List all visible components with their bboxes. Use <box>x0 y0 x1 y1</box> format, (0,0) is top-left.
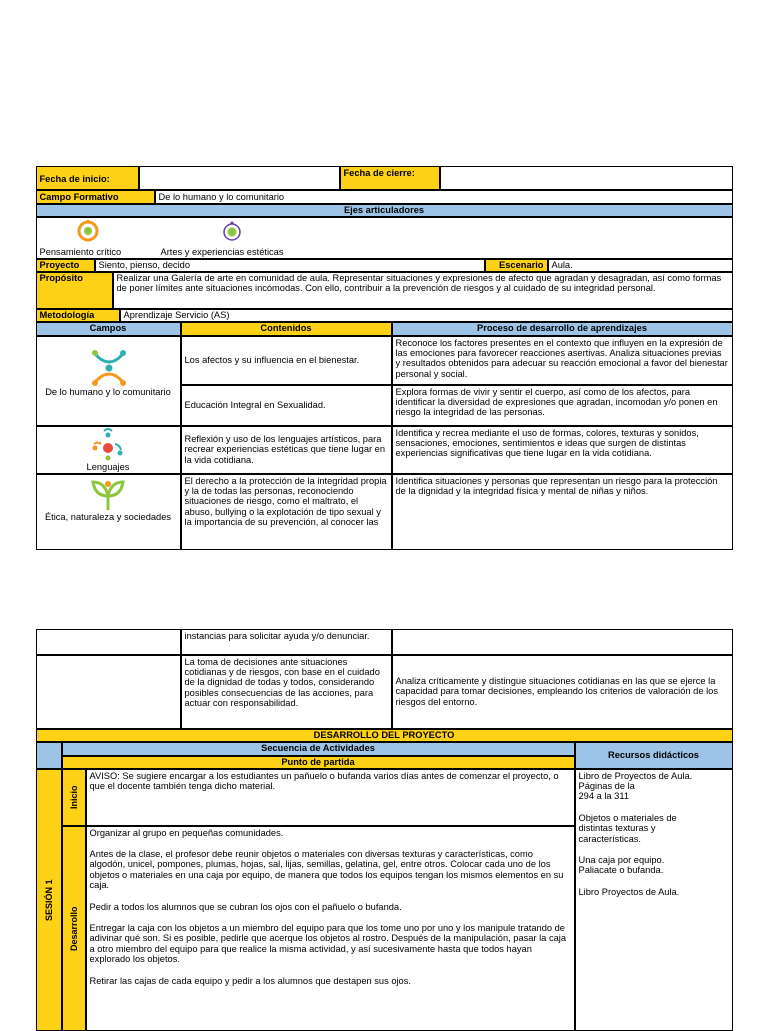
etica-naturaleza-icon <box>89 476 127 512</box>
proposito-value: Realizar una Galería de arte en comunidad de aula. Representar situaciones y expresiones de afecto que agradan y desagradan, así como formas de poner límites ante situaciones incómodas. Con ello, contribuir a la prevención de riesgos y al cuidado de su integridad personal. <box>113 272 733 309</box>
desarrollo-label: Desarrollo <box>62 826 86 1031</box>
proceso-1: Reconoce los factores presentes en el contexto que influyen en la expresión de las emociones para favorecer reacciones asertivas. Analiza situaciones previas y resultados obtenidos para adecuar su reacción emocional a favor del bienestar personal y social. <box>392 336 733 385</box>
eje-pensamiento-critico: Pensamiento crítico <box>39 246 122 257</box>
contenido-2: Educación Integral en Sexualidad. <box>181 385 392 426</box>
desarrollo-paragraph: Retirar las cajas de cada equipo y pedir a los alumnos que destapen sus ojos. <box>89 975 411 986</box>
desarrollo-paragraph: Organizar al grupo en pequeñas comunidades. <box>89 827 284 838</box>
contenido-5: La toma de decisiones ante situaciones cotidianas y de riesgos, con base en el cuidado de la dignidad de todas y todos, considerando posibles consecuencias de las acciones, para actuar con responsabilidad. <box>181 655 392 729</box>
col-proceso: Proceso de desarrollo de aprendizajes <box>392 322 733 336</box>
inicio-text: AVISO: Se sugiere encargar a los estudiantes un pañuelo o bufanda varios días antes de comenzar el proyecto, o que el docente también tenga dicho material. <box>86 769 575 826</box>
proposito-label: Propósito <box>36 272 113 309</box>
pensamiento-critico-icon <box>77 220 99 242</box>
campo-formativo-label: Campo Formativo <box>36 190 155 204</box>
punto-partida-header: Punto de partida <box>62 756 575 769</box>
desarrollo-text <box>86 826 575 1031</box>
contenido-4: El derecho a la protección de la integridad propia y la de todas las personas, reconociendo situaciones de riesgo, como el maltrato, el abuso, bullying o la explotación de tipo sexual y la importancia de su prevención, al conocer las <box>181 474 392 550</box>
blank-blue-cell <box>36 742 62 769</box>
campo-lenguajes-cell <box>36 426 181 474</box>
recurso-item: Objetos o materiales de distintas texturas y características. <box>578 812 677 844</box>
recurso-item: Páginas de la <box>578 780 635 791</box>
contenido-1: Los afectos y su influencia en el bienestar. <box>181 336 392 385</box>
recurso-item: 294 a la 311 <box>578 791 629 802</box>
recurso-item: Libro Proyectos de Aula. <box>578 886 680 897</box>
col-contenidos: Contenidos <box>181 322 392 336</box>
campo-etica-label: Ética, naturaleza y sociedades <box>44 511 172 522</box>
metodologia-label: Metodología <box>36 309 120 322</box>
desarrollo-paragraph: Antes de la clase, el profesor debe reunir objetos o materiales con diversas texturas y características, como algodón, unicel, pompones, plumas, hojas, sal, lijas, semillas, gelatina, gel, entre otros. Colocar cada uno de los objetos o materiales en una caja por equipo, de manera que todos los equipos tengan los mismos elementos en su caja. <box>89 848 564 891</box>
escenario-value: Aula. <box>548 259 733 272</box>
inicio-label: Inicio <box>62 769 86 826</box>
campo-etica-cell <box>36 474 181 550</box>
sesion-1-label: SESIÓN 1 <box>36 769 62 1031</box>
artes-icon <box>221 220 243 242</box>
proceso-3: Identifica y recrea mediante el uso de formas, colores, texturas y sonidos, sensaciones, emociones, sentimientos e ideas que surgen de distintas experiencias significativas que tiene lugar en la vida cotidiana. <box>392 426 733 474</box>
fecha-inicio-value[interactable] <box>139 166 340 190</box>
ejes-icons-row <box>36 217 733 259</box>
contenido-3: Reflexión y uso de los lenguajes artísticos, para recrear experiencias estéticas que tiene lugar en la vida cotidiana. <box>181 426 392 474</box>
desarrollo-proyecto-header: DESARROLLO DEL PROYECTO <box>36 729 733 742</box>
recursos-header: Recursos didácticos <box>575 742 733 769</box>
proceso-4: Identifica situaciones y personas que representan un riesgo para la protección de la dignidad y la integridad física y mental de niñas y niños. <box>392 474 733 550</box>
col-campos: Campos <box>36 322 181 336</box>
proyecto-value: Siento, pienso, decido <box>95 259 485 272</box>
campo-humano-cell <box>36 336 181 426</box>
campo-formativo-value: De lo humano y lo comunitario <box>155 190 733 204</box>
campo-empty-1 <box>36 629 181 655</box>
metodologia-value: Aprendizaje Servicio (AS) <box>120 309 733 322</box>
contenido-continued: instancias para solicitar ayuda y/o denunciar. <box>181 629 392 655</box>
fecha-cierre-label: Fecha de cierre: <box>340 166 440 190</box>
ejes-label: Ejes articuladores <box>36 204 733 217</box>
eje-artes: Artes y experiencias estéticas <box>160 246 284 257</box>
desarrollo-paragraph: Entregar la caja con los objetos a un miembro del equipo para que los tome uno por uno y los manipule tratando de adivinar qué son. Si es posible, pedirle que acerque los objetos al rostro. Después de la manipulación, pasar la caja a otro miembro del equipo para que realice la misma actividad, y así sucesivamente hasta que todos hayan explorado los objetos. <box>89 922 566 965</box>
proceso-empty-1 <box>392 629 733 655</box>
fecha-cierre-value[interactable] <box>440 166 733 190</box>
lenguajes-icon <box>89 428 127 462</box>
proyecto-label: Proyecto <box>36 259 95 272</box>
escenario-label: Escenario <box>485 259 548 272</box>
proceso-5: Analiza críticamente y distingue situaciones cotidianas en las que se ejerce la capacidad para tomar decisiones, empleando los criterios de valoración de los riesgos del entorno. <box>392 655 733 729</box>
fecha-inicio-label: Fecha de inicio: <box>36 166 139 190</box>
campo-lenguajes-label: Lenguajes <box>86 461 130 472</box>
recurso-item: Una caja por equipo. Paliacate o bufanda. <box>578 854 665 876</box>
recursos-cell <box>575 769 733 1031</box>
desarrollo-paragraph: Pedir a todos los alumnos que se cubran los ojos con el pañuelo o bufanda. <box>89 901 402 912</box>
campo-humano-label: De lo humano y lo comunitario <box>45 386 171 397</box>
proceso-2: Explora formas de vivir y sentir el cuerpo, así como de los afectos, para identificar la diversidad de expresiones que agradan, incomodan y/o ponen en riesgo la integridad de las personas. <box>392 385 733 426</box>
campo-empty-2 <box>36 655 181 729</box>
humano-comunitario-icon <box>90 349 128 387</box>
secuencia-header: Secuencia de Actividades <box>62 742 575 756</box>
recurso-item: Libro de Proyectos de Aula. <box>578 770 693 781</box>
